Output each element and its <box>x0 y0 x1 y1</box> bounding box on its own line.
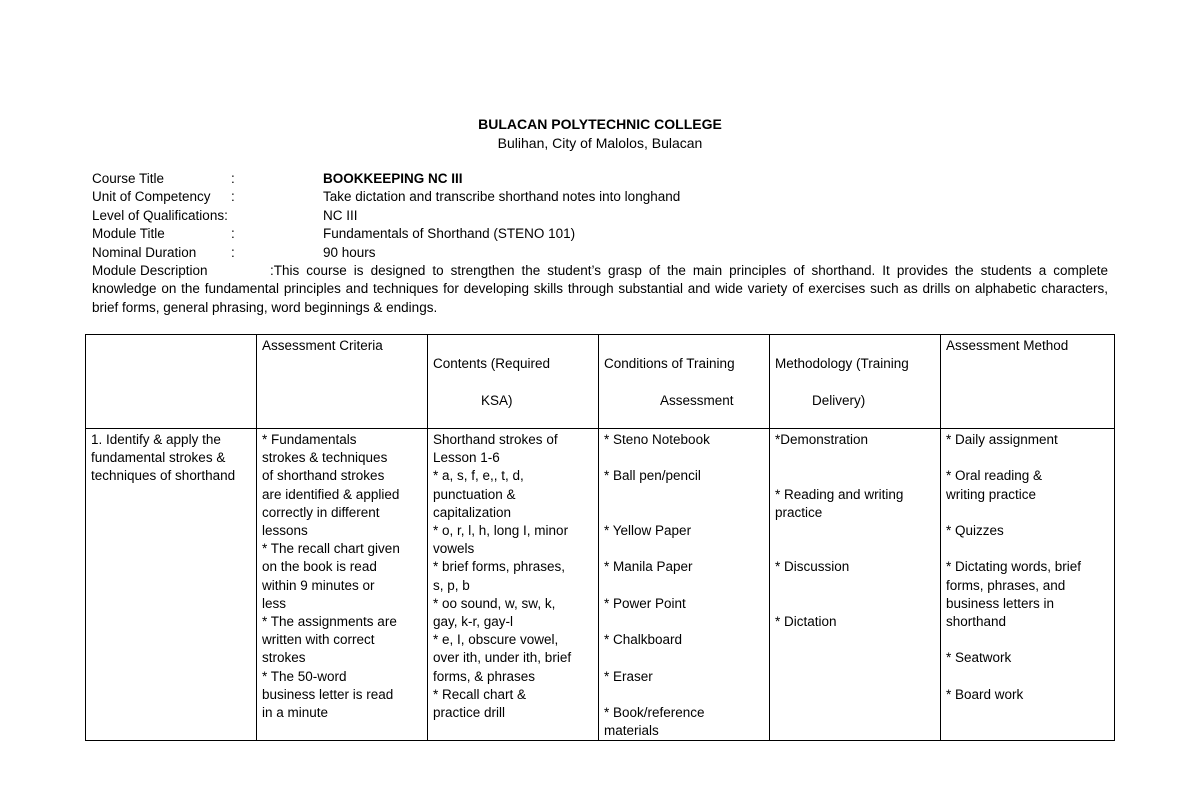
header-methodology <box>770 335 941 429</box>
table-header-row <box>86 335 1115 429</box>
unit-of-competency-label: Unit of Competency <box>92 189 211 205</box>
cell-conditions: * Steno Notebook * Ball pen/pencil * Yellow Paper * Manila Paper * Power Point * Chalkboard * Eraser * Book/reference materials <box>599 429 770 741</box>
cell-competency: 1. Identify & apply the fundamental strokes & techniques of shorthand <box>86 429 257 741</box>
document-header <box>0 115 1200 153</box>
header-competency <box>86 335 257 429</box>
cell-contents: Shorthand strokes of Lesson 1-6 * a, s, f, e,, t, d, punctuation & capitalization * o, r, l, h, long I, minor vowels * brief forms, phrases, s, p, b * oo sound, w, sw, k, gay, k-r, gay-l * e, I, obscure vowel, over ith, under ith, brief forms, & phrases * Recall chart & practice drill <box>428 429 599 741</box>
header-contents-line2: KSA) <box>481 392 513 408</box>
level-of-qualifications-value: NC III <box>323 207 358 223</box>
module-description-label: Module Description <box>92 262 208 278</box>
module-description-text: :This course is designed to strengthen the student’s grasp of the main principles of shorthand. It provides the students a complete knowledge on the fundamental principles and techniques for developing skills through substantial and wide variety of exercises such as drills on alphabetic characters, brief forms, general phrasing, word beginnings & endings. <box>92 262 1108 315</box>
header-methodology-line1: Methodology (Training <box>775 356 909 372</box>
module-title-row <box>92 225 1108 243</box>
header-assessment-method: Assessment Method <box>941 335 1115 429</box>
college-name: BULACAN POLYTECHNIC COLLEGE <box>478 116 722 132</box>
nominal-duration-value: 90 hours <box>323 244 376 260</box>
header-contents <box>428 335 599 429</box>
course-title-value: BOOKKEEPING NC III <box>323 171 463 186</box>
colon: : <box>231 171 235 186</box>
cell-criteria: * Fundamentals strokes & techniques of shorthand strokes are identified & applied correctly in different lessons * The recall chart given on the book is read within 9 minutes or less * The assignments are written with correct strokes * The 50-word business letter is read in a minute <box>257 429 428 741</box>
course-title-label: Course Title <box>92 171 165 186</box>
level-of-qualifications-row <box>92 207 1108 225</box>
colon: : <box>231 226 235 242</box>
unit-of-competency-row <box>92 188 1108 206</box>
module-title-label: Module Title <box>92 226 165 242</box>
level-of-qualifications-label: Level of Qualifications: <box>92 207 228 223</box>
course-info <box>92 170 1108 317</box>
competency-table <box>85 334 1115 741</box>
course-title-row <box>92 170 1108 188</box>
header-assessment-criteria: Assessment Criteria <box>257 335 428 429</box>
module-description <box>92 262 1108 317</box>
header-conditions-line1: Conditions of Training <box>604 356 735 372</box>
header-methodology-line2: Delivery) <box>812 392 866 408</box>
cell-assessment: * Daily assignment * Oral reading & writing practice * Quizzes * Dictating words, brief forms, phrases, and business letters in shorthand * Seatwork * Board work <box>941 429 1115 741</box>
module-title-value: Fundamentals of Shorthand (STENO 101) <box>323 226 576 242</box>
college-address: Bulihan, City of Malolos, Bulacan <box>497 135 703 151</box>
table-row <box>86 429 1115 741</box>
colon: : <box>231 244 235 260</box>
header-conditions-line2: Assessment <box>660 392 734 408</box>
nominal-duration-row <box>92 244 1108 262</box>
colon: : <box>231 189 235 205</box>
nominal-duration-label: Nominal Duration <box>92 244 197 260</box>
header-conditions <box>599 335 770 429</box>
unit-of-competency-value: Take dictation and transcribe shorthand notes into longhand <box>323 189 681 205</box>
header-contents-line1: Contents (Required <box>433 356 551 372</box>
cell-methodology: *Demonstration * Reading and writing practice * Discussion * Dictation <box>770 429 941 741</box>
